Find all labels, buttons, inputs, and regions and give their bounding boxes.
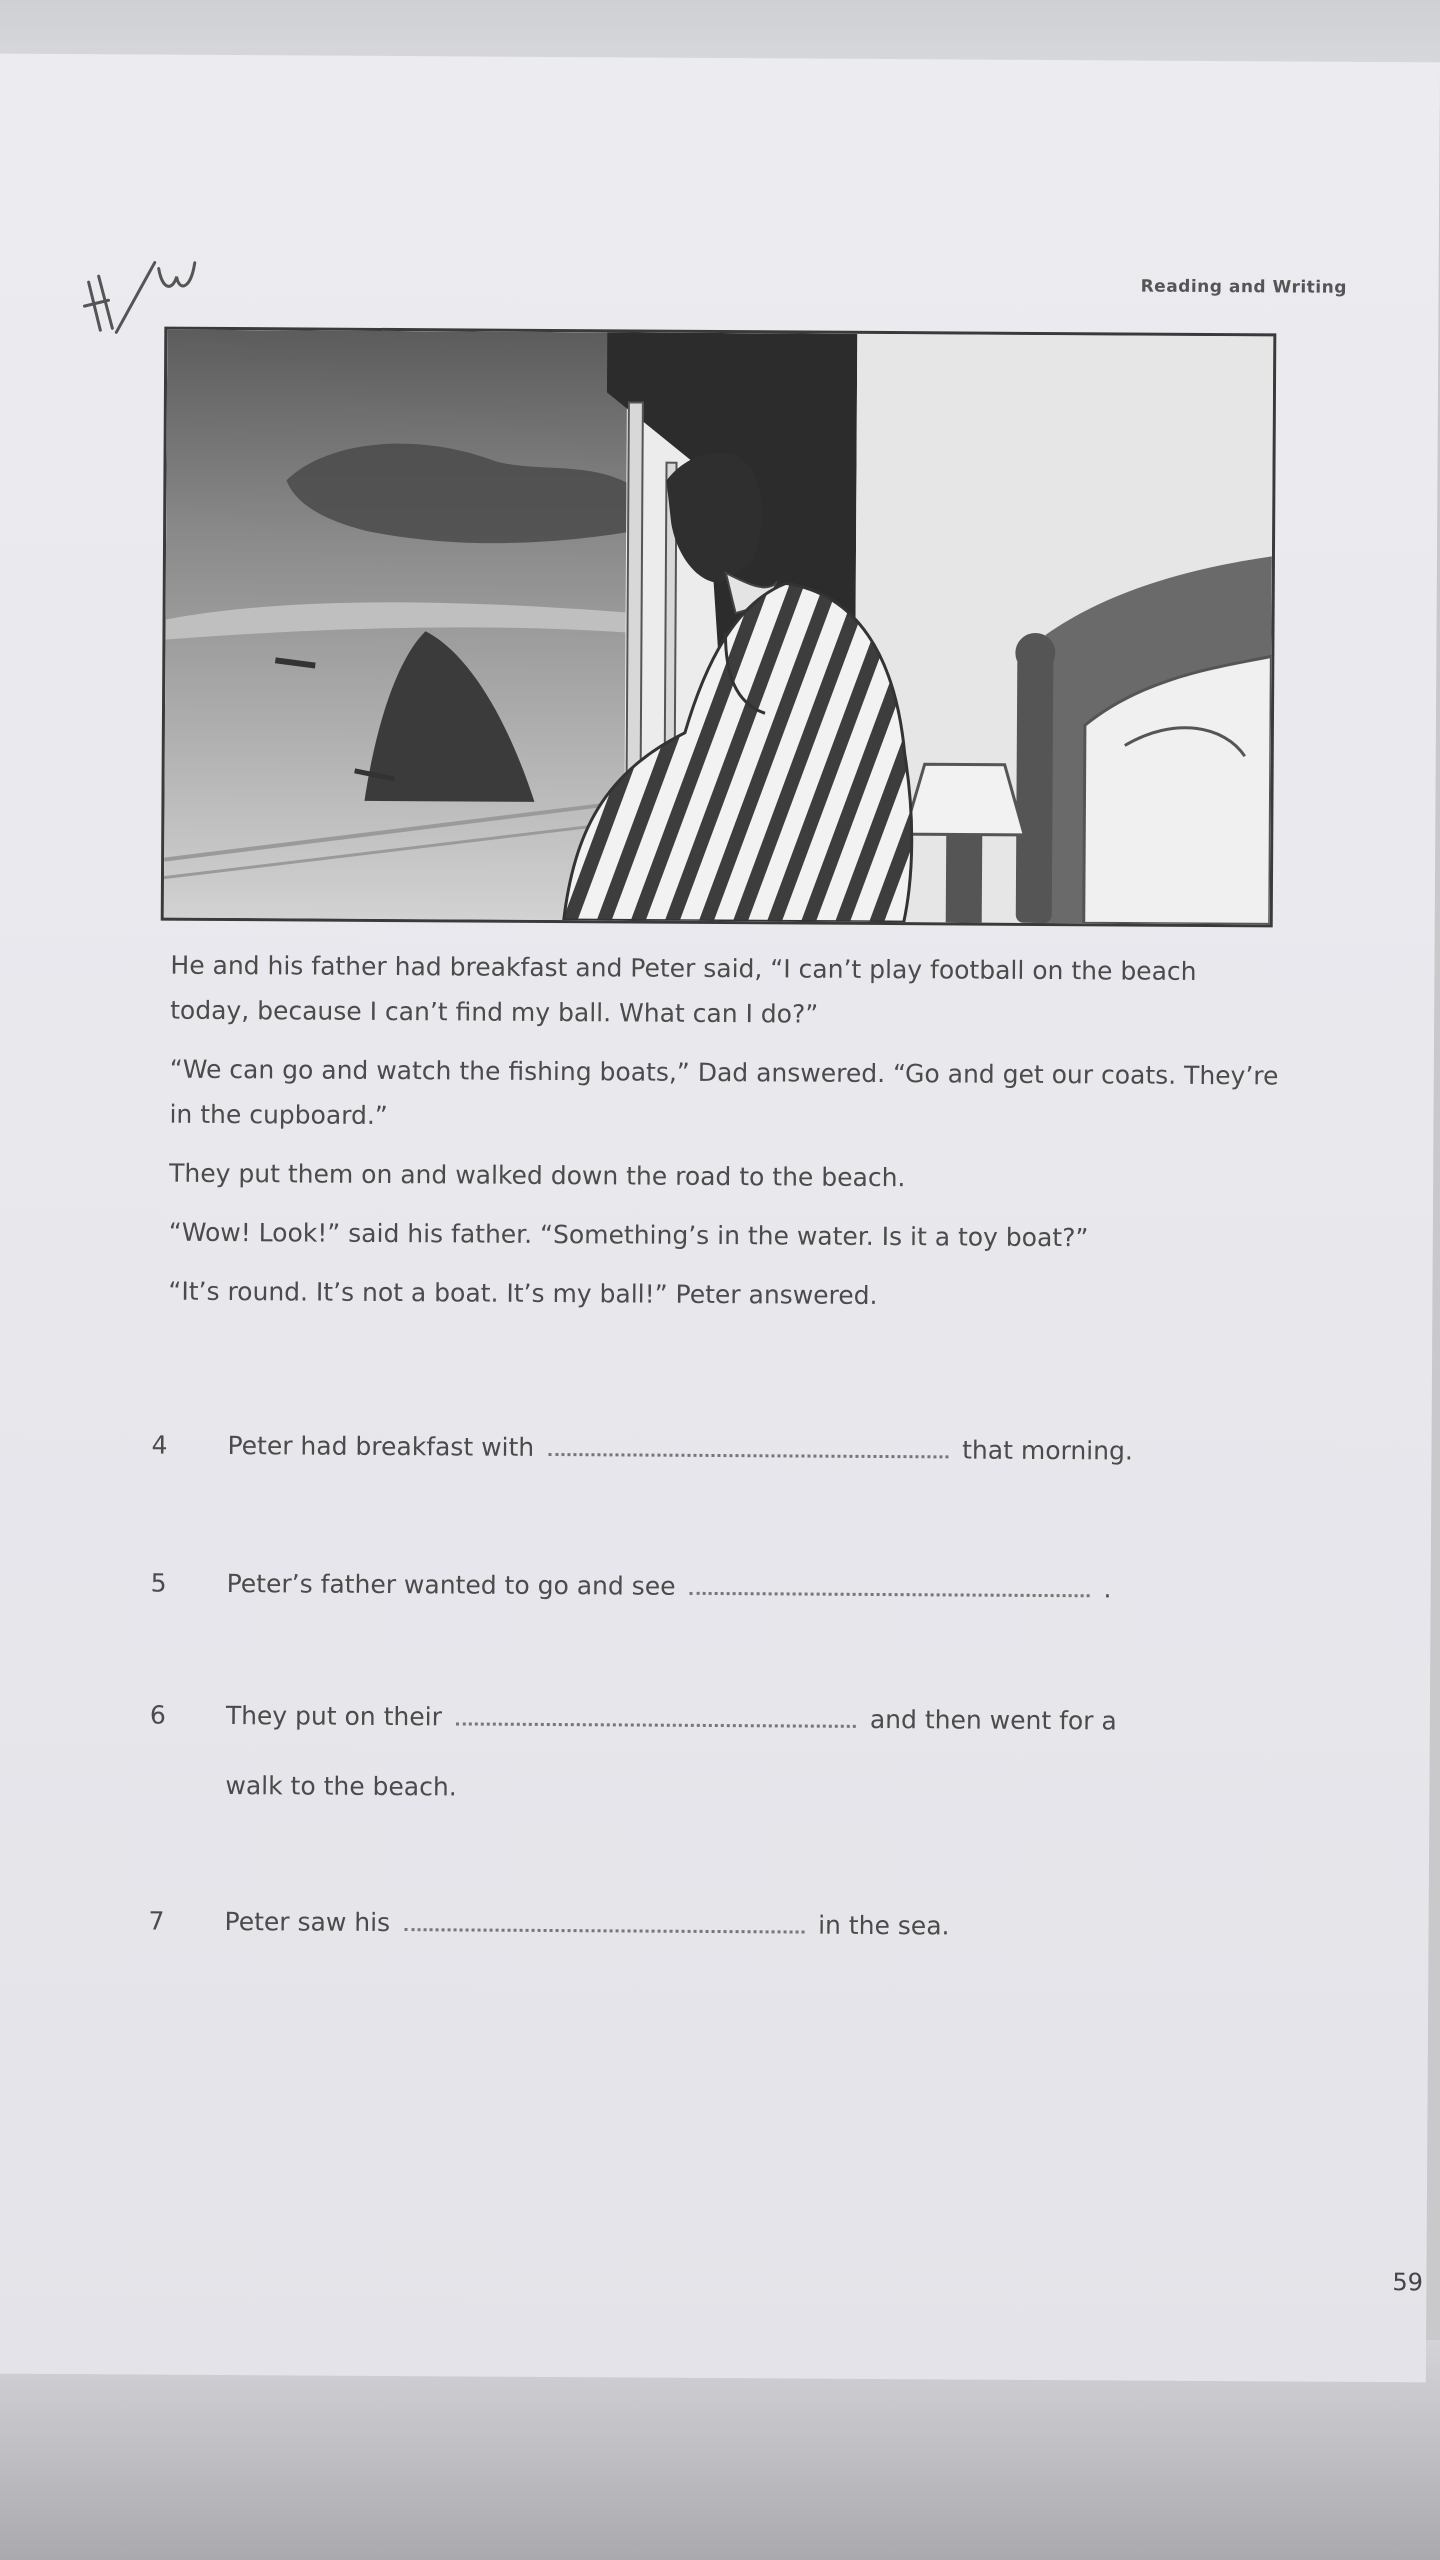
story-paragraph: “Wow! Look!” said his father. “Something’s in the water. Is it a toy boat?” (168, 1217, 1089, 1253)
question-6 (149, 1695, 1290, 1814)
question-prompt: Peter saw his (224, 1907, 391, 1938)
answer-blank[interactable] (404, 1906, 804, 1933)
question-7 (148, 1901, 1288, 1950)
story-illustration (161, 327, 1277, 928)
question-number: 7 (148, 1906, 165, 1936)
question-number: 4 (151, 1430, 168, 1460)
question-suffix: and then went for a (869, 1704, 1117, 1736)
answer-blank[interactable] (689, 1570, 1089, 1597)
story-paragraph: They put them on and walked down the road to the beach. (169, 1158, 906, 1193)
question-5 (151, 1563, 1291, 1612)
boy-at-window-illustration (164, 330, 1274, 925)
page-number: 59 (1392, 2268, 1424, 2297)
question-suffix: that morning. (962, 1435, 1133, 1466)
question-number: 5 (150, 1568, 167, 1598)
answer-blank[interactable] (456, 1700, 856, 1727)
question-suffix: in the sea. (818, 1910, 950, 1941)
question-prompt: Peter had breakfast with (227, 1431, 535, 1462)
story-paragraph: “We can go and watch the fishing boats,” Dad answered. “Go and get our coats. They’re in the cupboard.” (169, 1054, 1279, 1130)
question-continuation: walk to the beach. (225, 1771, 457, 1802)
story-paragraph: “It’s round. It’s not a boat. It’s my ball!” Peter answered. (168, 1276, 878, 1310)
story-text (168, 943, 1280, 1335)
question-suffix: . (1103, 1574, 1112, 1604)
worksheet-page (0, 54, 1440, 2383)
section-label: Reading and Writing (1140, 276, 1347, 298)
question-prompt: They put on their (225, 1701, 442, 1732)
question-4 (151, 1425, 1291, 1474)
story-paragraph: He and his father had breakfast and Peter said, “I can’t play football on the beach today, because I can’t find my ball. What can I do?” (170, 950, 1197, 1029)
answer-blank[interactable] (548, 1431, 948, 1458)
question-prompt: Peter’s father wanted to go and see (226, 1569, 676, 1601)
question-number: 6 (149, 1700, 166, 1730)
